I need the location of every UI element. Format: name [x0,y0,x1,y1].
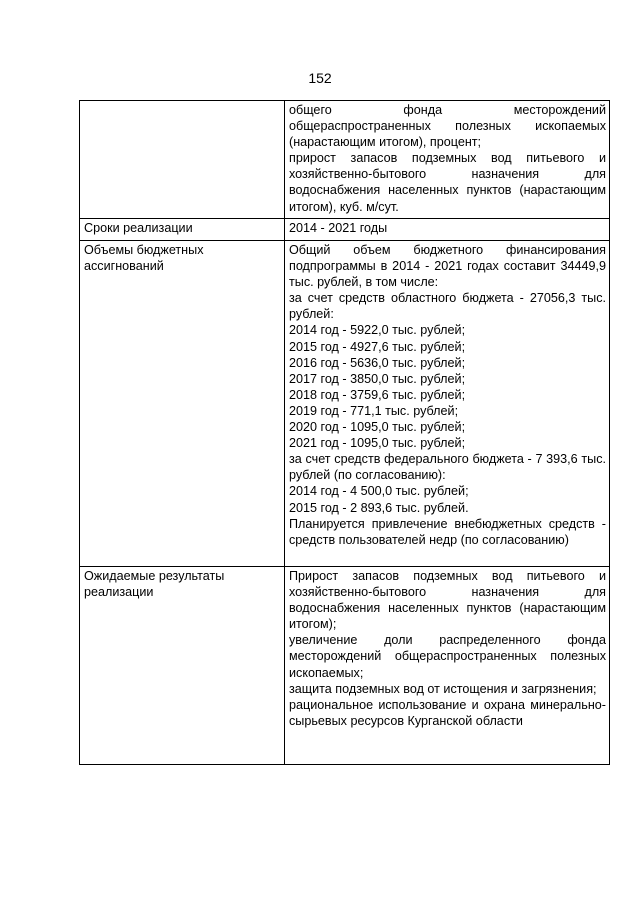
content-line: 2020 год - 1095,0 тыс. рублей; [289,420,466,435]
content-paragraph: Общий объем бюджетного финансирования подпрограммы в 2014 - 2021 годах составит 34449,9 тыс. рублей, в том числе: [289,243,606,290]
table-row [80,101,610,219]
row-content [285,101,610,219]
content-paragraph: Планируется привлечение внебюджетных средств - средств пользователей недр (по согласованию) [289,516,606,547]
row-label: Ожидаемые результаты реализации [80,567,285,765]
table-row [80,219,610,241]
row-label [80,101,285,219]
content-paragraph: за счет средств федерального бюджета - 7 393,6 тыс. рублей (по согласованию): [289,452,606,483]
content-paragraph: рациональное использование и охрана минерально-сырьевых ресурсов Курганской области [289,697,606,728]
content-line: 2014 год - 4 500,0 тыс. рублей; [289,484,469,499]
passport-table [79,100,610,765]
row-content [285,241,610,567]
row-content [285,567,610,765]
content-line: 2015 год - 4927,6 тыс. рублей; [289,339,466,354]
content-paragraph: увеличение доли распределенного фонда месторождений общераспространенных полезных ископаемых; [289,633,606,680]
row-content [285,219,610,241]
content-paragraph: общего фонда месторождений общераспространенных полезных ископаемых (нарастающим итогом), процент; [289,103,606,150]
table-row [80,241,610,567]
content-line: 2015 год - 2 893,6 тыс. рублей. [289,500,469,515]
content-line: 2021 год - 1095,0 тыс. рублей; [289,436,466,451]
content-line: 2018 год - 3759,6 тыс. рублей; [289,387,466,402]
content-line: 2019 год - 771,1 тыс. рублей; [289,403,459,418]
row-label: Объемы бюджетных ассигнований [80,241,285,567]
table-row [80,567,610,765]
content-paragraph: Прирост запасов подземных вод питьевого и хозяйственно-бытового назначения для водоснабжения населенных пунктов (нарастающим итогом); [289,569,606,632]
content-line: 2017 год - 3850,0 тыс. рублей; [289,371,466,386]
content-paragraph: 2014 - 2021 годы [289,221,388,235]
content-paragraph: защита подземных вод от истощения и загрязнения; [289,681,597,696]
content-paragraph: за счет средств областного бюджета - 27056,3 тыс. рублей: [289,291,606,322]
page-number: 152 [308,70,332,86]
content-line: 2016 год - 5636,0 тыс. рублей; [289,355,466,370]
content-line: 2014 год - 5922,0 тыс. рублей; [289,323,466,338]
content-paragraph: прирост запасов подземных вод питьевого и хозяйственно-бытового назначения для водоснабжения населенных пунктов (нарастающим итогом), куб. м/сут. [289,151,606,214]
row-label: Сроки реализации [80,219,285,241]
